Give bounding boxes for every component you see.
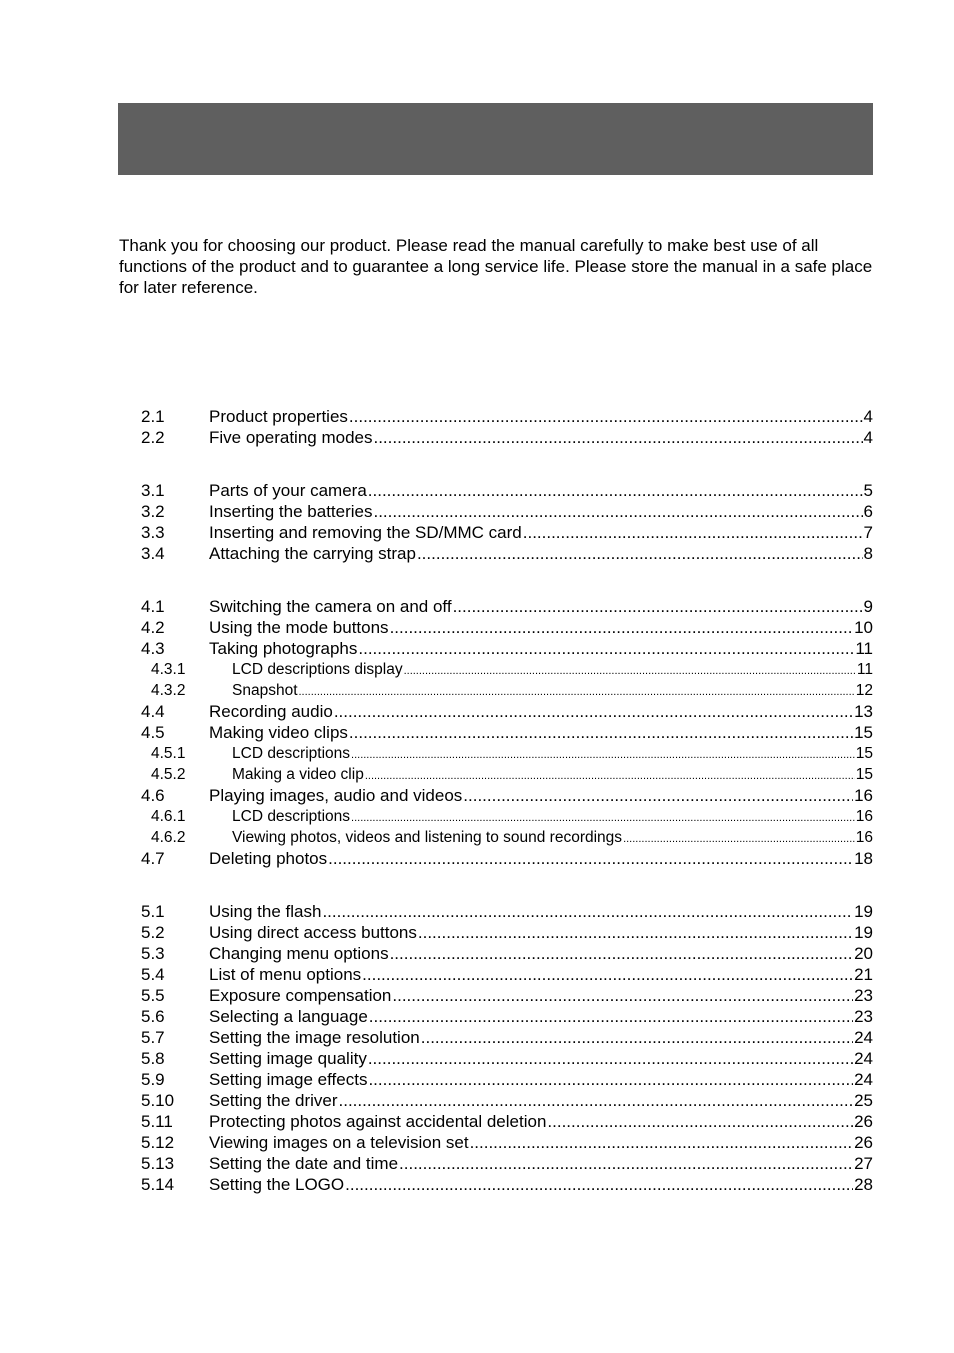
toc-entry-label: Selecting a language bbox=[209, 1007, 368, 1026]
dot-leader bbox=[547, 1111, 853, 1132]
dot-leader bbox=[299, 682, 855, 703]
toc-entry[interactable] bbox=[0, 722, 954, 743]
toc-entry[interactable] bbox=[0, 1048, 954, 1069]
toc-entry-label: Switching the camera on and off bbox=[209, 597, 452, 616]
toc-entry-page-number: 19 bbox=[854, 923, 873, 942]
toc-entry-number: 4.6 bbox=[141, 786, 165, 805]
toc-entry-number: 5.3 bbox=[141, 944, 165, 963]
dot-leader bbox=[351, 745, 855, 766]
toc-entry-number: 4.5.1 bbox=[151, 745, 186, 762]
toc-entry-line bbox=[209, 617, 873, 638]
dot-leader bbox=[365, 766, 855, 787]
toc-entry[interactable] bbox=[0, 1132, 954, 1153]
toc-entry-number: 5.1 bbox=[141, 902, 165, 921]
toc-entry-label: Parts of your camera bbox=[209, 481, 367, 500]
toc-entry[interactable] bbox=[0, 427, 954, 448]
toc-entry[interactable] bbox=[0, 596, 954, 617]
dot-leader bbox=[390, 617, 854, 638]
toc-entry-number: 2.1 bbox=[141, 407, 165, 426]
toc-entry-label: LCD descriptions bbox=[232, 808, 351, 825]
toc-entry-number: 3.4 bbox=[141, 544, 165, 563]
toc-entry-label: Playing images, audio and videos bbox=[209, 786, 463, 805]
toc-entry[interactable] bbox=[0, 501, 954, 522]
dot-leader bbox=[392, 985, 853, 1006]
toc-entry-line bbox=[209, 427, 873, 448]
toc-entry-label: Inserting and removing the SD/MMC card bbox=[209, 523, 522, 542]
dot-leader bbox=[523, 522, 863, 543]
toc-entry-page-number: 19 bbox=[854, 902, 873, 921]
toc-entry-number: 5.8 bbox=[141, 1049, 165, 1068]
toc-entry-number: 4.3 bbox=[141, 639, 165, 658]
toc-entry-label: Snapshot bbox=[232, 682, 298, 699]
dot-leader bbox=[421, 1027, 853, 1048]
toc-entry-page-number: 18 bbox=[854, 849, 873, 868]
toc-entry[interactable] bbox=[0, 827, 954, 848]
toc-entry-label: Exposure compensation bbox=[209, 986, 392, 1005]
toc-entry[interactable] bbox=[0, 806, 954, 827]
toc-entry-label: Product properties bbox=[209, 407, 348, 426]
toc-entry-line bbox=[232, 743, 873, 766]
toc-entry-line bbox=[209, 638, 873, 659]
toc-entry-page-number: 16 bbox=[855, 829, 873, 846]
toc-entry-line bbox=[209, 943, 873, 964]
toc-entry[interactable] bbox=[0, 701, 954, 722]
toc-entry-line bbox=[209, 1153, 873, 1174]
toc-entry-number: 5.11 bbox=[141, 1112, 173, 1131]
toc-entry-page-number: 15 bbox=[855, 766, 873, 783]
toc-entry-label: Changing menu options bbox=[209, 944, 389, 963]
toc-entry-number: 4.3.1 bbox=[151, 661, 186, 678]
toc-entry-page-number: 28 bbox=[854, 1175, 873, 1194]
toc-entry-line bbox=[209, 985, 873, 1006]
toc-entry-line bbox=[209, 480, 873, 501]
toc-entry-line bbox=[209, 1132, 873, 1153]
toc-entry-page-number: 5 bbox=[863, 481, 873, 500]
dot-leader bbox=[351, 808, 855, 829]
toc-entry-number: 5.12 bbox=[141, 1133, 175, 1152]
toc-entry-line bbox=[209, 722, 873, 743]
toc-entry-line bbox=[209, 522, 873, 543]
toc-entry-label: Setting the image resolution bbox=[209, 1028, 420, 1047]
toc-entry-number: 5.13 bbox=[141, 1154, 175, 1173]
toc-entry-line bbox=[209, 543, 873, 564]
toc-entry-page-number: 20 bbox=[854, 944, 873, 963]
toc-entry-page-number: 15 bbox=[854, 723, 873, 742]
toc-entry-page-number: 26 bbox=[854, 1112, 873, 1131]
toc-entry-page-number: 25 bbox=[854, 1091, 873, 1110]
toc-entry[interactable] bbox=[0, 785, 954, 806]
toc-entry-label: Protecting photos against accidental deletion bbox=[209, 1112, 547, 1131]
toc-entry-page-number: 26 bbox=[854, 1133, 873, 1152]
toc-entry[interactable] bbox=[0, 406, 954, 427]
toc-entry-number: 2.2 bbox=[141, 428, 165, 447]
toc-entry-line bbox=[209, 848, 873, 869]
toc-entry-page-number: 9 bbox=[863, 597, 873, 616]
toc-entry[interactable] bbox=[0, 1174, 954, 1195]
toc-entry-page-number: 4 bbox=[863, 428, 873, 447]
toc-entry[interactable] bbox=[0, 1111, 954, 1132]
toc-entry-page-number: 10 bbox=[854, 618, 873, 637]
toc-entry-page-number: 11 bbox=[856, 661, 873, 678]
toc-entry-number: 5.14 bbox=[141, 1175, 175, 1194]
toc-entry[interactable] bbox=[0, 543, 954, 564]
toc-entry[interactable] bbox=[0, 617, 954, 638]
dot-leader bbox=[369, 1006, 853, 1027]
toc-entry-label: Viewing images on a television set bbox=[209, 1133, 469, 1152]
toc-entry-page-number: 13 bbox=[854, 702, 873, 721]
toc-entry[interactable] bbox=[0, 848, 954, 869]
toc-entry[interactable] bbox=[0, 638, 954, 659]
dot-leader bbox=[399, 1153, 853, 1174]
toc-entry[interactable] bbox=[0, 964, 954, 985]
toc-entry-page-number: 12 bbox=[855, 682, 873, 699]
toc-entry[interactable] bbox=[0, 680, 954, 701]
toc-entry-label: Deleting photos bbox=[209, 849, 328, 868]
toc-entry-number: 4.6.2 bbox=[151, 829, 186, 846]
dot-leader bbox=[362, 964, 853, 985]
toc-entry[interactable] bbox=[0, 985, 954, 1006]
toc-entry[interactable] bbox=[0, 901, 954, 922]
toc-entry-page-number: 15 bbox=[855, 745, 873, 762]
dot-leader bbox=[404, 661, 856, 682]
toc-entry-label: Setting the driver bbox=[209, 1091, 338, 1110]
toc-entry-label: Using direct access buttons bbox=[209, 923, 417, 942]
toc-entry-page-number: 11 bbox=[855, 639, 873, 658]
toc-entry[interactable] bbox=[0, 764, 954, 785]
toc-entry-page-number: 23 bbox=[854, 986, 873, 1005]
toc-entry-page-number: 21 bbox=[854, 965, 873, 984]
toc-entry-page-number: 6 bbox=[863, 502, 873, 521]
toc-entry-label: Inserting the batteries bbox=[209, 502, 373, 521]
toc-entry-number: 4.5 bbox=[141, 723, 165, 742]
dot-leader bbox=[334, 701, 853, 722]
toc-entry-number: 3.1 bbox=[141, 481, 165, 500]
toc-entry[interactable] bbox=[0, 659, 954, 680]
dot-leader bbox=[463, 785, 853, 806]
dot-leader bbox=[373, 427, 862, 448]
toc-entry-line bbox=[209, 1090, 873, 1111]
toc-entry-line bbox=[232, 827, 873, 850]
dot-leader bbox=[368, 480, 863, 501]
toc-entry[interactable] bbox=[0, 1153, 954, 1174]
toc-entry-line bbox=[209, 1048, 873, 1069]
toc-entry-label: Making a video clip bbox=[232, 766, 364, 783]
toc-entry-number: 4.4 bbox=[141, 702, 165, 721]
toc-entry-page-number: 16 bbox=[854, 786, 873, 805]
toc-entry-label: LCD descriptions display bbox=[232, 661, 403, 678]
dot-leader bbox=[322, 901, 853, 922]
toc-entry-label: Using the mode buttons bbox=[209, 618, 389, 637]
toc-entry-label: Setting image effects bbox=[209, 1070, 368, 1089]
toc-entry-number: 3.2 bbox=[141, 502, 165, 521]
toc-entry[interactable] bbox=[0, 1090, 954, 1111]
toc-entry-line bbox=[232, 806, 873, 829]
dot-leader bbox=[368, 1069, 853, 1090]
toc-entry-page-number: 24 bbox=[854, 1049, 873, 1068]
toc-entry-page-number: 7 bbox=[863, 523, 873, 542]
toc-entry-page-number: 16 bbox=[855, 808, 873, 825]
toc-entry-number: 5.4 bbox=[141, 965, 165, 984]
dot-leader bbox=[349, 406, 863, 427]
intro-paragraph: Thank you for choosing our product. Please read the manual carefully to make best use of all functions of the product and to guarantee a long service life. Please store the manual in a safe place for later reference. bbox=[119, 236, 873, 297]
toc-entry-label: LCD descriptions bbox=[232, 745, 351, 762]
toc-entry[interactable] bbox=[0, 1027, 954, 1048]
toc-entry-label: Setting the date and time bbox=[209, 1154, 399, 1173]
toc-entry-number: 5.9 bbox=[141, 1070, 165, 1089]
toc-entry-line bbox=[209, 501, 873, 522]
toc-entry-page-number: 24 bbox=[854, 1070, 873, 1089]
toc-entry-line bbox=[209, 922, 873, 943]
toc-entry-number: 5.5 bbox=[141, 986, 165, 1005]
dot-leader bbox=[390, 943, 854, 964]
toc-entry-label: Five operating modes bbox=[209, 428, 373, 447]
title-banner bbox=[118, 103, 873, 175]
toc-entry-line bbox=[209, 1069, 873, 1090]
toc-entry-number: 5.6 bbox=[141, 1007, 165, 1026]
dot-leader bbox=[368, 1048, 853, 1069]
toc-entry-number: 4.7 bbox=[141, 849, 165, 868]
toc-entry-line bbox=[209, 785, 873, 806]
toc-entry-line bbox=[232, 764, 873, 787]
toc-entry-page-number: 8 bbox=[863, 544, 873, 563]
dot-leader bbox=[418, 922, 853, 943]
toc-entry-line bbox=[209, 596, 873, 617]
dot-leader bbox=[373, 501, 862, 522]
toc-entry[interactable] bbox=[0, 922, 954, 943]
toc-entry-line bbox=[209, 1111, 873, 1132]
toc-entry-label: Setting image quality bbox=[209, 1049, 367, 1068]
toc-entry-line bbox=[209, 901, 873, 922]
toc-entry-line bbox=[232, 659, 873, 682]
toc-entry-line bbox=[209, 1174, 873, 1195]
toc-entry-label: Using the flash bbox=[209, 902, 322, 921]
toc-entry-label: List of menu options bbox=[209, 965, 362, 984]
toc-entry-line bbox=[209, 964, 873, 985]
toc-entry-label: Attaching the carrying strap bbox=[209, 544, 416, 563]
toc-entry-number: 5.10 bbox=[141, 1091, 175, 1110]
toc-entry[interactable] bbox=[0, 1006, 954, 1027]
toc-entry-label: Taking photographs bbox=[209, 639, 358, 658]
toc-entry-number: 4.6.1 bbox=[151, 808, 186, 825]
toc-entry-line bbox=[232, 680, 873, 703]
toc-entry-page-number: 27 bbox=[854, 1154, 873, 1173]
dot-leader bbox=[345, 1174, 853, 1195]
toc-entry-label: Recording audio bbox=[209, 702, 333, 721]
toc-entry-number: 4.2 bbox=[141, 618, 165, 637]
toc-entry-number: 4.5.2 bbox=[151, 766, 186, 783]
toc-entry-line bbox=[209, 406, 873, 427]
toc-entry-number: 4.1 bbox=[141, 597, 165, 616]
toc-entry[interactable] bbox=[0, 743, 954, 764]
toc-entry[interactable] bbox=[0, 522, 954, 543]
dot-leader bbox=[470, 1132, 854, 1153]
toc-entry-label: Viewing photos, videos and listening to sound recordings bbox=[232, 829, 623, 846]
toc-entry-page-number: 23 bbox=[854, 1007, 873, 1026]
dot-leader bbox=[623, 829, 855, 850]
dot-leader bbox=[358, 638, 854, 659]
dot-leader bbox=[349, 722, 853, 743]
toc-entry[interactable] bbox=[0, 943, 954, 964]
toc-entry[interactable] bbox=[0, 1069, 954, 1090]
toc-entry-line bbox=[209, 1027, 873, 1048]
toc-entry-label: Making video clips bbox=[209, 723, 348, 742]
dot-leader bbox=[417, 543, 863, 564]
toc-entry-number: 5.7 bbox=[141, 1028, 165, 1047]
dot-leader bbox=[453, 596, 863, 617]
toc-entry-page-number: 24 bbox=[854, 1028, 873, 1047]
toc-entry-number: 5.2 bbox=[141, 923, 165, 942]
toc-entry-label: Setting the LOGO bbox=[209, 1175, 345, 1194]
toc-entry-number: 3.3 bbox=[141, 523, 165, 542]
dot-leader bbox=[339, 1090, 854, 1111]
toc-entry-line bbox=[209, 1006, 873, 1027]
toc-entry[interactable] bbox=[0, 480, 954, 501]
toc-entry-line bbox=[209, 701, 873, 722]
dot-leader bbox=[328, 848, 853, 869]
toc-entry-number: 4.3.2 bbox=[151, 682, 186, 699]
toc-entry-page-number: 4 bbox=[863, 407, 873, 426]
